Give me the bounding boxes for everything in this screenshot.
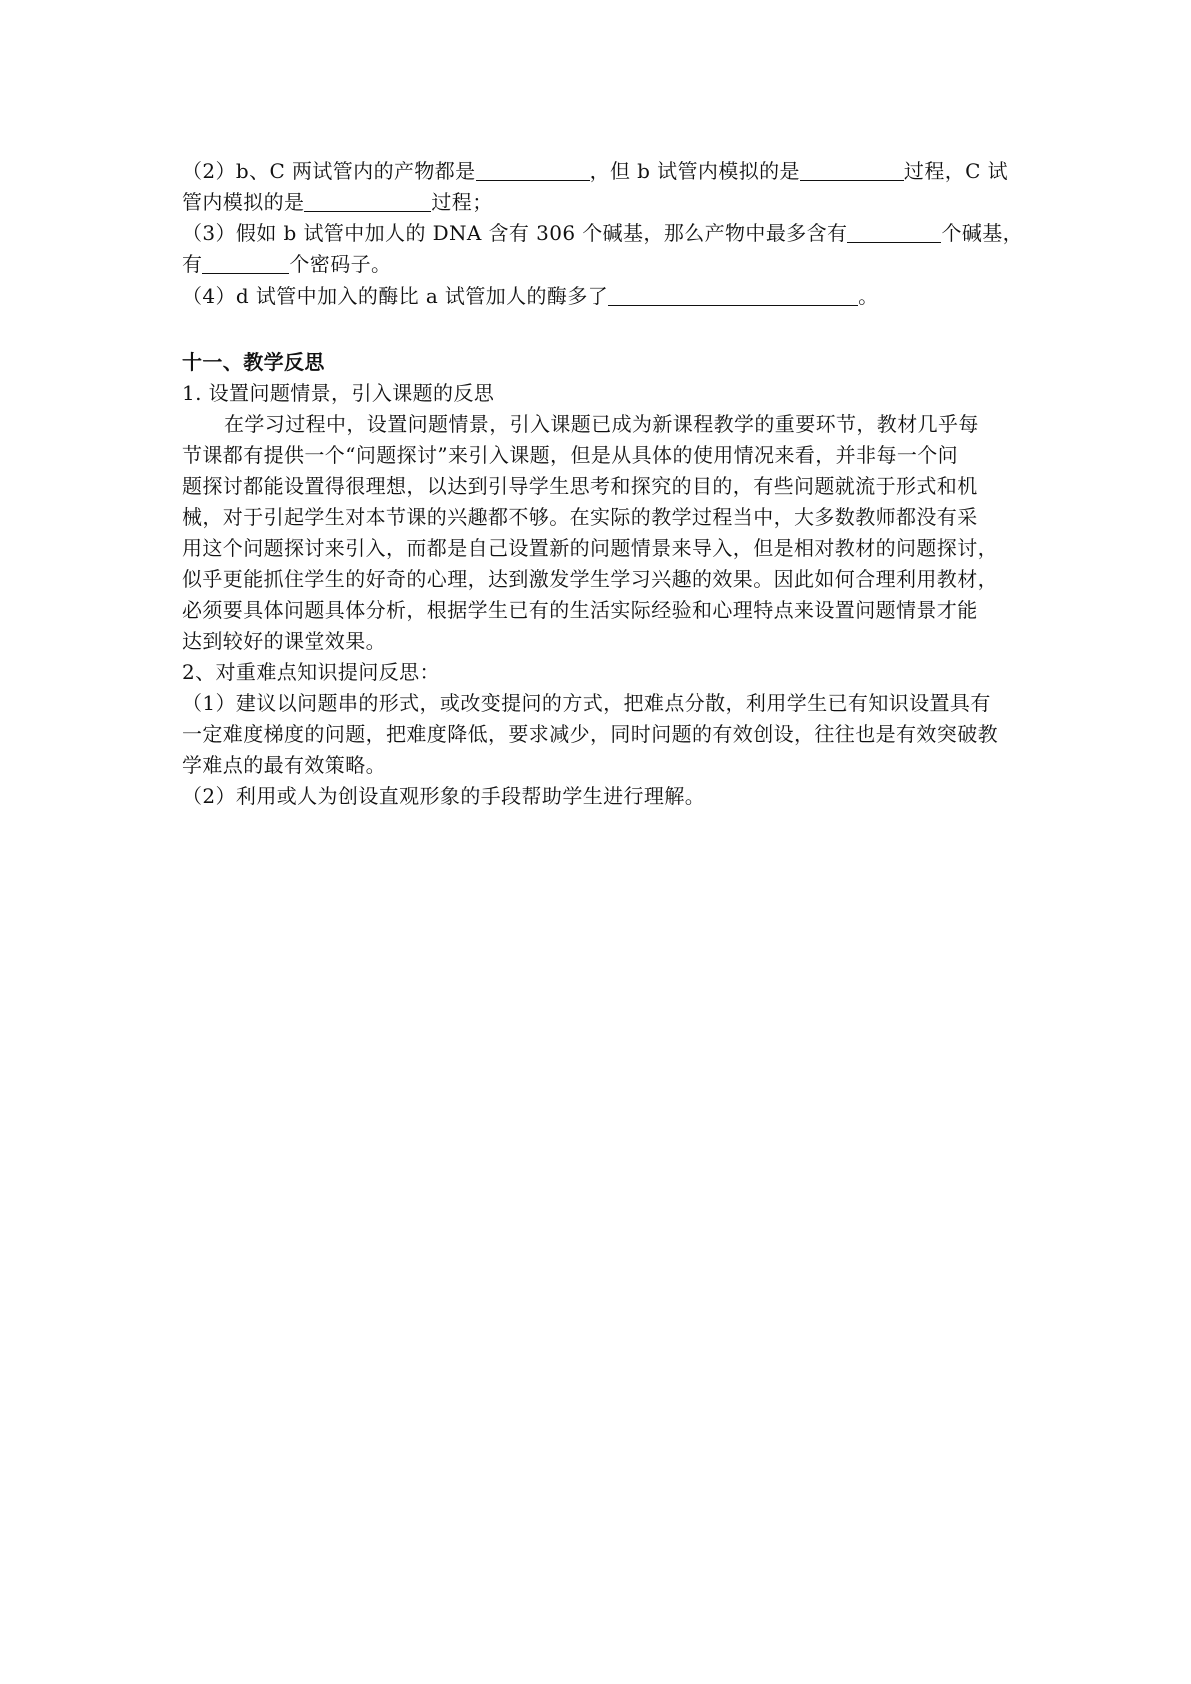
question-4-text-a: （4）d 试管中加入的酶比 a 试管加人的酶多了 — [182, 284, 609, 308]
question-2-text-b: ，但 b 试管内模拟的是 — [589, 159, 800, 183]
section-1-paragraph-line: 节课都有提供一个“问题探讨”来引入课题，但是从具体的使用情况来看，并非每一个问 — [182, 443, 959, 467]
question-3-text-c: 有 — [182, 252, 203, 276]
question-3-text-a: （3）假如 b 试管中加人的 DNA 含有 306 个碱基，那么产物中最多含有 — [182, 221, 848, 245]
section-1-paragraph-line: 必须要具体问题具体分析，根据学生已有的生活实际经验和心理特点来设置问题情景才能 — [182, 598, 978, 622]
question-3-line-1 — [182, 218, 1024, 249]
question-4 — [182, 281, 1012, 312]
section-2-item-1-line: 一定难度梯度的问题，把难度降低，要求减少，同时问题的有效创设，往往也是有效突破教 — [182, 722, 998, 746]
answer-blank-codon-count[interactable] — [202, 253, 289, 274]
section-1-paragraph-line: 题探讨都能设置得很理想，以达到引导学生思考和探究的目的，有些问题就流于形式和机 — [182, 474, 978, 498]
section-1-paragraph-line: 达到较好的课堂效果。 — [182, 629, 386, 653]
question-2-line-1 — [182, 156, 1012, 187]
section-1-paragraph-line: 用这个问题探讨来引入，而都是自己设置新的问题情景来导入，但是相对教材的问题探讨， — [182, 536, 998, 560]
question-2-text-a: （2）b、C 两试管内的产物都是 — [182, 159, 476, 183]
answer-blank-products[interactable] — [476, 160, 590, 181]
question-2-text-e: 过程； — [431, 190, 493, 214]
section-2-title: 2、对重难点知识提问反思： — [182, 660, 440, 684]
question-2-text-d: 管内模拟的是 — [182, 190, 305, 214]
question-3-line-2 — [182, 249, 1012, 280]
section-2-item-2: （2）利用或人为创设直观形象的手段帮助学生进行理解。 — [182, 784, 706, 808]
question-3-text-d: 个密码子。 — [289, 252, 392, 276]
answer-blank-base-count[interactable] — [847, 222, 941, 243]
question-4-text-b: 。 — [858, 284, 879, 308]
answer-blank-b-process[interactable] — [800, 160, 904, 181]
answer-blank-enzyme[interactable] — [608, 285, 858, 306]
section-1-paragraph-line: 在学习过程中，设置问题情景，引入课题已成为新课程教学的重要环节，教材几乎每 — [224, 412, 979, 436]
section-2-item-1-line: （1）建议以问题串的形式，或改变提问的方式，把难点分散，利用学生已有知识设置具有 — [182, 691, 991, 715]
question-2-text-c: 过程，C 试 — [903, 159, 1008, 183]
question-3-text-b: 个碱基， — [941, 221, 1024, 245]
answer-blank-c-process[interactable] — [304, 191, 431, 212]
section-heading: 十一、教学反思 — [182, 350, 325, 374]
question-2-line-2 — [182, 187, 1012, 218]
section-2-item-1-line: 学难点的最有效策略。 — [182, 753, 386, 777]
section-1-title: 1. 设置问题情景，引入课题的反思 — [182, 381, 495, 405]
section-1-paragraph-line: 械，对于引起学生对本节课的兴趣都不够。在实际的教学过程当中，大多数教师都没有采 — [182, 505, 978, 529]
section-1-paragraph-line: 似乎更能抓住学生的好奇的心理，达到激发学生学习兴趣的效果。因此如何合理利用教材， — [182, 567, 998, 591]
